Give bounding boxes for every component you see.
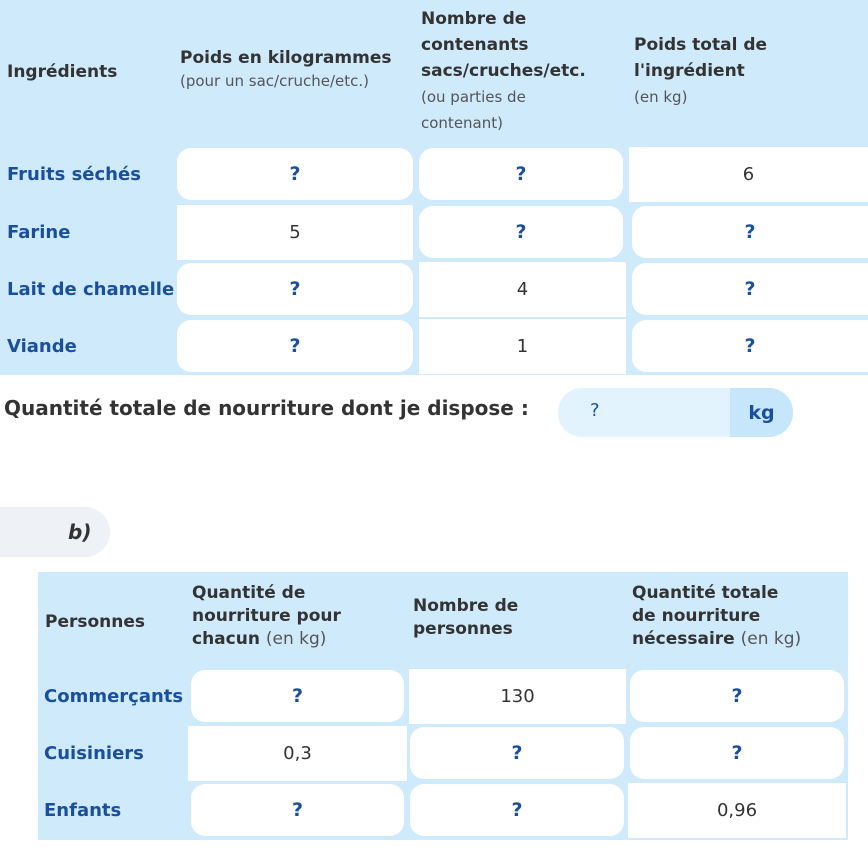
row-label-enfants: Enfants xyxy=(44,800,122,821)
input-total-cuisiniers[interactable]: ? xyxy=(630,727,844,779)
row-label-viande: Viande xyxy=(7,336,77,357)
people-table xyxy=(38,572,848,840)
row-label-fruits-seches: Fruits séchés xyxy=(7,164,141,185)
header-food-per-person: Quantité de nourriture pour chacun (en kg) xyxy=(192,583,341,649)
input-total-farine[interactable]: ? xyxy=(632,206,868,258)
row-label-commercants: Commerçants xyxy=(44,686,184,707)
input-weight-viande[interactable]: ? xyxy=(177,320,413,372)
input-weight-fruits-seches[interactable]: ? xyxy=(177,148,413,200)
value-total-fruits-seches: 6 xyxy=(629,147,868,202)
header-containers: Nombre de contenants sacs/cruches/etc. (ou parties de contenant) xyxy=(421,9,586,132)
total-food-input[interactable] xyxy=(558,388,793,437)
value-total-enfants: 0,96 xyxy=(628,783,846,838)
header-total-weight: Poids total de l'ingrédient (en kg) xyxy=(634,35,768,106)
input-weight-lait-de-chamelle[interactable]: ? xyxy=(177,263,413,315)
input-count-fruits-seches[interactable]: ? xyxy=(419,148,623,200)
header-number-of-people: Nombre de personnes xyxy=(413,596,519,639)
input-people-enfants[interactable]: ? xyxy=(410,784,624,836)
total-food-unit: kg xyxy=(730,388,793,437)
total-food-value: ? xyxy=(590,400,600,421)
input-count-farine[interactable]: ? xyxy=(419,206,623,258)
input-people-cuisiniers[interactable]: ? xyxy=(410,727,624,779)
header-people: Personnes xyxy=(45,612,146,632)
input-total-commercants[interactable]: ? xyxy=(630,670,844,722)
value-count-viande: 1 xyxy=(419,319,626,374)
value-count-lait-de-chamelle: 4 xyxy=(419,262,626,317)
row-label-lait-de-chamelle: Lait de chamelle xyxy=(7,279,175,300)
row-label-farine: Farine xyxy=(7,222,71,243)
header-weight: Poids en kilogrammes (pour un sac/cruche/etc.) xyxy=(180,48,392,90)
part-b-label: b) xyxy=(0,507,110,557)
value-people-commercants: 130 xyxy=(409,669,626,724)
value-per-person-cuisiniers: 0,3 xyxy=(188,726,407,781)
ingredients-table xyxy=(0,0,868,375)
row-label-cuisiniers: Cuisiniers xyxy=(44,743,144,764)
input-total-viande[interactable]: ? xyxy=(632,320,868,372)
input-per-person-enfants[interactable]: ? xyxy=(191,784,404,836)
input-per-person-commercants[interactable]: ? xyxy=(191,670,404,722)
value-weight-farine: 5 xyxy=(177,205,413,260)
input-total-lait-de-chamelle[interactable]: ? xyxy=(632,263,868,315)
total-food-label: Quantité totale de nourriture dont je dispose : xyxy=(4,396,529,420)
header-total-food-needed: Quantité totale de nourriture nécessaire (en kg) xyxy=(632,583,802,649)
header-ingredients: Ingrédients xyxy=(7,62,118,82)
